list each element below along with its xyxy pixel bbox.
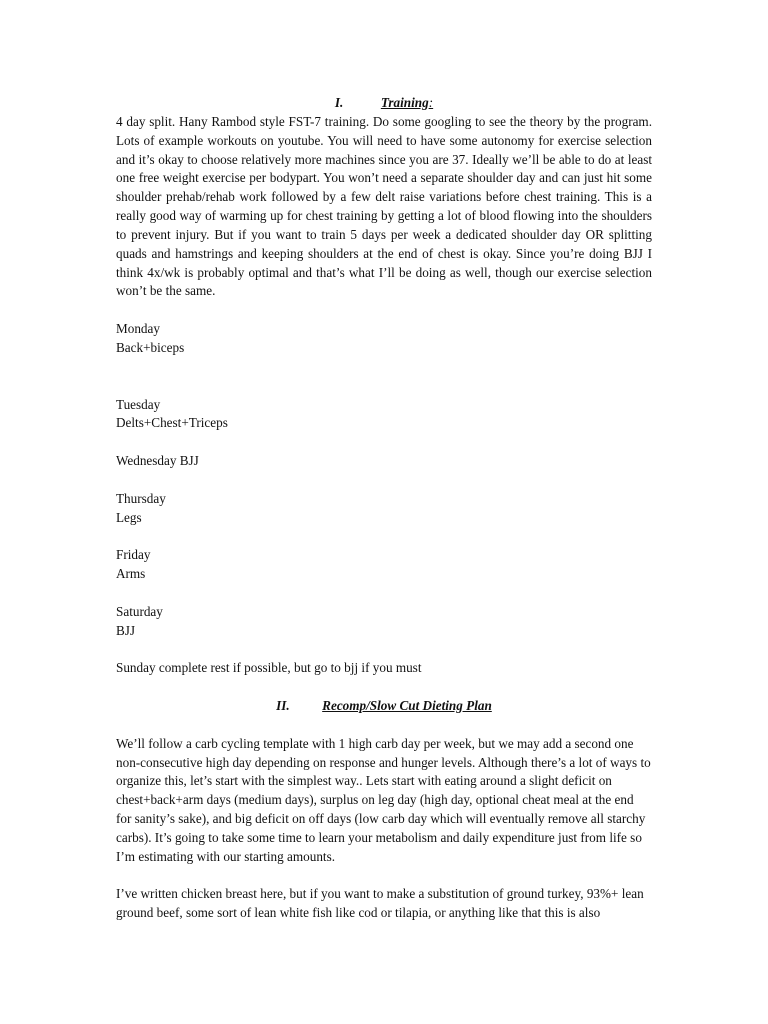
schedule-saturday-day: Saturday [116, 603, 163, 619]
document-body [116, 94, 652, 923]
section-heading-diet [116, 697, 652, 716]
spacer [116, 867, 652, 886]
spacer [116, 584, 652, 603]
schedule-monday-focus: Back+biceps [116, 339, 185, 355]
schedule-monday-day: Monday [116, 321, 160, 337]
spacer [116, 433, 652, 452]
diet-paragraph-carb-cycling: We’ll follow a carb cycling template with 1 high carb day per week, but we may add a second one non-consecutive high day depending on response and hunger levels. Although there’s a lot of ways to organize this, let’s start with the simplest way.. Lets start with eating around a slight deficit on chest+back+arm days (medium days), surplus on leg day (high day, optional cheat meal at the end for sanity’s sake), and big deficit on off days (low carb day which will eventually remove all starchy carbs). It’s going to take some time to learn your metabolism and daily expenditure just from life so I’m estimating with our starting amounts. [116, 735, 651, 864]
diet-paragraph-protein-substitution: I’ve written chicken breast here, but if you want to make a substitution of ground turkey, 93%+ lean ground beef, some sort of lean white fish like cod or tilapia, or anything like that this is also [116, 886, 644, 921]
schedule-sunday: Sunday complete rest if possible, but go to bjj if you must [116, 660, 422, 676]
schedule-tuesday-day: Tuesday [116, 396, 161, 412]
schedule-thursday-day: Thursday [116, 490, 166, 506]
schedule-saturday-focus: BJJ [116, 622, 136, 638]
section-title: Recomp/Slow Cut Dieting Plan [322, 698, 492, 713]
schedule-thursday-focus: Legs [116, 509, 142, 525]
training-intro-paragraph: 4 day split. Hany Rambod style FST-7 training. Do some googling to see the theory by the program. Lots of example workouts on youtube. You will need to have some autonomy for exercise selection and it’s okay to choose relatively more machines since you are 37. Ideally we’ll be able to do at least one free weight exercise per bodypart. You won’t need a separate shoulder day and can just hit some shoulder prehab/rehab work followed by a few delt raise variations before chest training. This is a really good way of warming up for chest training by getting a lot of blood flowing into the shoulders to prevent injury. But if you want to train 5 days per week a dedicated shoulder day OR splitting quads and hamstrings and keeping shoulders at the end of chest is okay. Since you’re doing BJJ I think 4x/wk is probably optimal and that’s what I’ll be doing as well, though our exercise selection won’t be the same. [116, 113, 652, 299]
spacer [116, 640, 652, 659]
schedule-friday-day: Friday [116, 547, 151, 563]
spacer [116, 358, 652, 396]
schedule-tuesday-focus: Delts+Chest+Triceps [116, 415, 228, 431]
spacer [116, 471, 652, 490]
section-title-suffix: : [428, 95, 434, 110]
spacer [116, 716, 652, 735]
section-title: Training [380, 95, 429, 110]
section-number: I. [334, 95, 344, 110]
section-heading-training [116, 94, 652, 113]
schedule-wednesday: Wednesday BJJ [116, 453, 199, 469]
spacer [116, 678, 652, 697]
schedule-friday-focus: Arms [116, 566, 146, 582]
section-number: II. [276, 698, 290, 713]
spacer [116, 301, 652, 320]
spacer [116, 527, 652, 546]
